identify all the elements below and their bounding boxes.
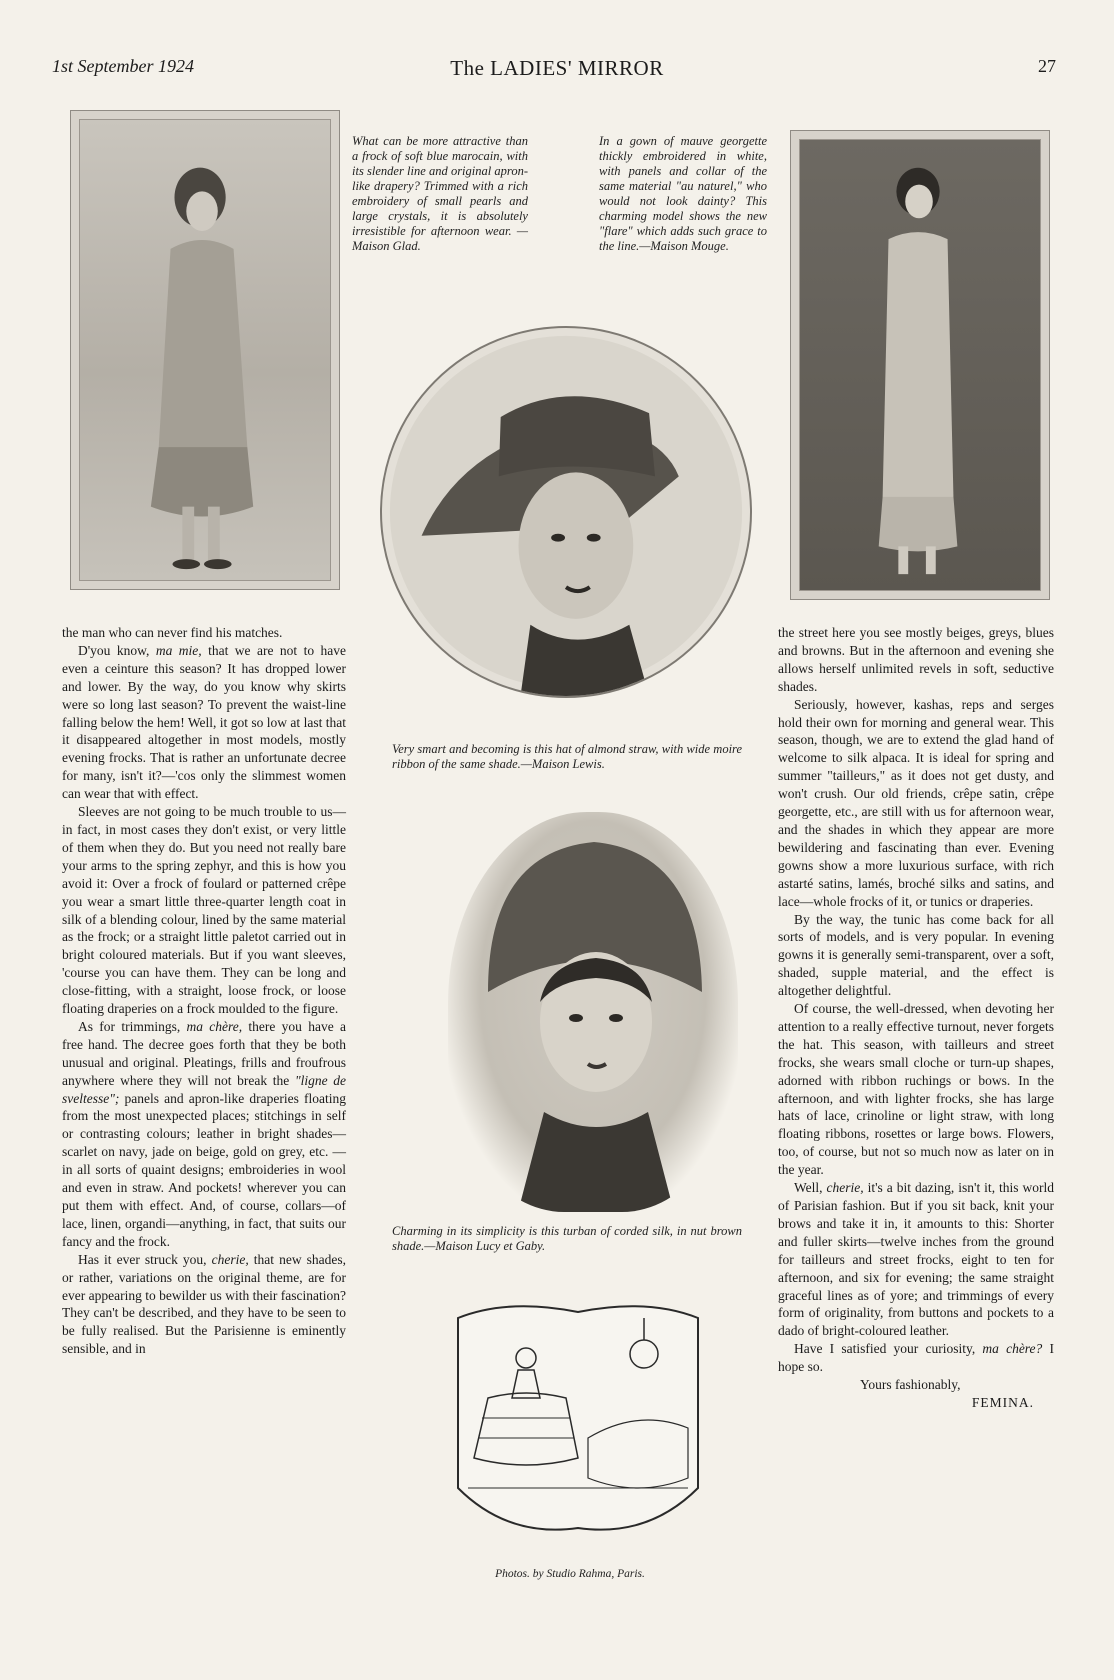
caption-frock: What can be more attractive than a frock of soft blue marocain, with its slender line and original apron-like drapery? Trimmed with a rich embroidery of small pearls and large crystals, it is absolutely irresistible for afternoon wear. —Maison Glad. [352, 134, 528, 253]
left-p2: D'you know, ma mie, that we are not to have even a ceinture this season? It has dropped lower and lower. By the way, do you know why skirts were so long last season? To prevent the waist-line falling below the hem! Well, it got so low at last that it disappeared altogether in most models, mostly evening frocks. That is rather an unfortunate decree for many, isn't it?—'cos only the slimmest women can wear that with effect. [62, 642, 346, 802]
signature: FEMINA. [971, 1394, 1034, 1410]
right-p1: the street here you see mostly beiges, greys, blues and browns. But in the afternoon and evening she allows herself unlimited revels in soft, seductive shades. [778, 625, 1054, 694]
closing-line: Yours fashionably, [860, 1377, 961, 1393]
caption-gown: In a gown of mauve georgette thickly embroidered in white, with panels and collar of the same material "au naturel," who would not look dainty? This charming model shows the new "flare" which adds such grace to the line.—Maison Mouge. [599, 134, 767, 253]
page-number: 27 [1038, 56, 1056, 76]
article-left-column [62, 624, 346, 1358]
article-right-column [778, 624, 1054, 1412]
left-p5: Has it ever struck you, cherie, that new shades, or rather, variations on the original theme, are for ever appearing to bewilder us with their fascination? They can't be described, and they have to be seen to be fully realised. But the Parisienne is eminently sensible, and in [62, 1251, 346, 1357]
magazine-title: The LADIES' MIRROR [450, 56, 664, 80]
right-p6: Have I satisfied your curiosity, ma chère? I hope so. [778, 1341, 1054, 1375]
turban-portrait-photo [448, 812, 738, 1212]
photo-credit: Photos. by Studio Rahma, Paris. [495, 1568, 645, 1580]
caption-hat: Very smart and becoming is this hat of almond straw, with wide moire ribbon of the same shade.—Maison Lewis. [392, 742, 742, 771]
caption-turban: Charming in its simplicity is this turban of corded silk, in nut brown shade.—Maison Lucy et Gaby. [392, 1224, 742, 1253]
right-p4: Of course, the well-dressed, when devoting her attention to a really effective turnout, never forgets the hat. This season, with tailleurs and street frocks, she wears small cloche or turn-up shapes, adorned with ribbon ruchings or bows. In the afternoon, and with lighter frocks, she has large hats of lace, crinoline or light straw, with long floating ribbons, rosettes or large bows. Flowers, too, of course, but not so much now as later on in the year. [778, 1001, 1054, 1178]
right-p5: Well, cherie, it's a bit dazing, isn't it, this world of Parisian fashion. But if you sit back, knit your brows and take it in, it amounts to this: Shorter and fuller skirts—twelve inches from the ground for tailleurs and street frocks, eight to ten for afternoon, and six for evening; the same straight graceful lines as of yore; and trimmings of every form of originality, from buttons and pockets to a dado of bright-coloured leather. [778, 1180, 1055, 1339]
left-p4: As for trimmings, ma chère, there you have a free hand. The decree goes forth that they be both unusual and original. Pleatings, frills and froufrous anywhere where they will not break the "ligne de sveltesse"; panels and apron-like draperies floating from the most unexpected places; stitchings in self or contrasting colours; leather in bright shades—scarlet on navy, jade on beige, gold on grey, etc. —in all sorts of quaint designs; embroideries in wool and even in straw. And pockets! wherever you can put them with effect. And, of course, collars—of lace, linen, organdi—anything, in fact, that suits our fancy and the frock. [62, 1018, 347, 1249]
left-p1: the man who can never find his matches. [62, 625, 283, 640]
fashion-sketch-illustration [448, 1288, 708, 1546]
hat-portrait-photo [380, 326, 752, 698]
right-p3: By the way, the tunic has come back for all sorts of models, and is very popular. In evening gowns it is generally semi-transparent, over a soft, shaded, supple material, and the effect is altogether delightful. [778, 911, 1054, 999]
right-p2: Seriously, however, kashas, reps and serges hold their own for morning and general wear. This season, though, we are to extend the glad hand of welcome to silk alpaca. It is ideal for spring and summer "tailleurs," as it does not get dusty, and won't crush. Our old friends, crêpe satin, crêpe georgette, etc., are still with us for afternoon wear, and the shades in which they appear are more bewildering and fascinating than ever. Evening gowns show a more luxurious surface, with rich astarté satins, lamés, broché silks and satins, and lace—whole frocks of it, or tunics or draperies. [778, 696, 1054, 909]
issue-date: 1st September 1924 [52, 56, 194, 76]
left-fashion-photo [70, 110, 340, 590]
left-p3: Sleeves are not going to be much trouble to us—in fact, in most cases they don't exist, or very little of them when they do. But you need not really bare your arms to the spring zephyr, and this is how you avoid it: Over a frock of foulard or patterned crêpe you wear a smart little three-quarter length coat in silk of a blending colour, lined by the same material as the frock; or a straight little paletot carried out in bright coloured materials. But if you want sleeves, 'course you can have them. They can be long and close-fitting, with a straight, loose frock, or loose floating draperies on a frock moulded to the figure. [62, 804, 346, 1017]
right-fashion-photo [790, 130, 1050, 600]
